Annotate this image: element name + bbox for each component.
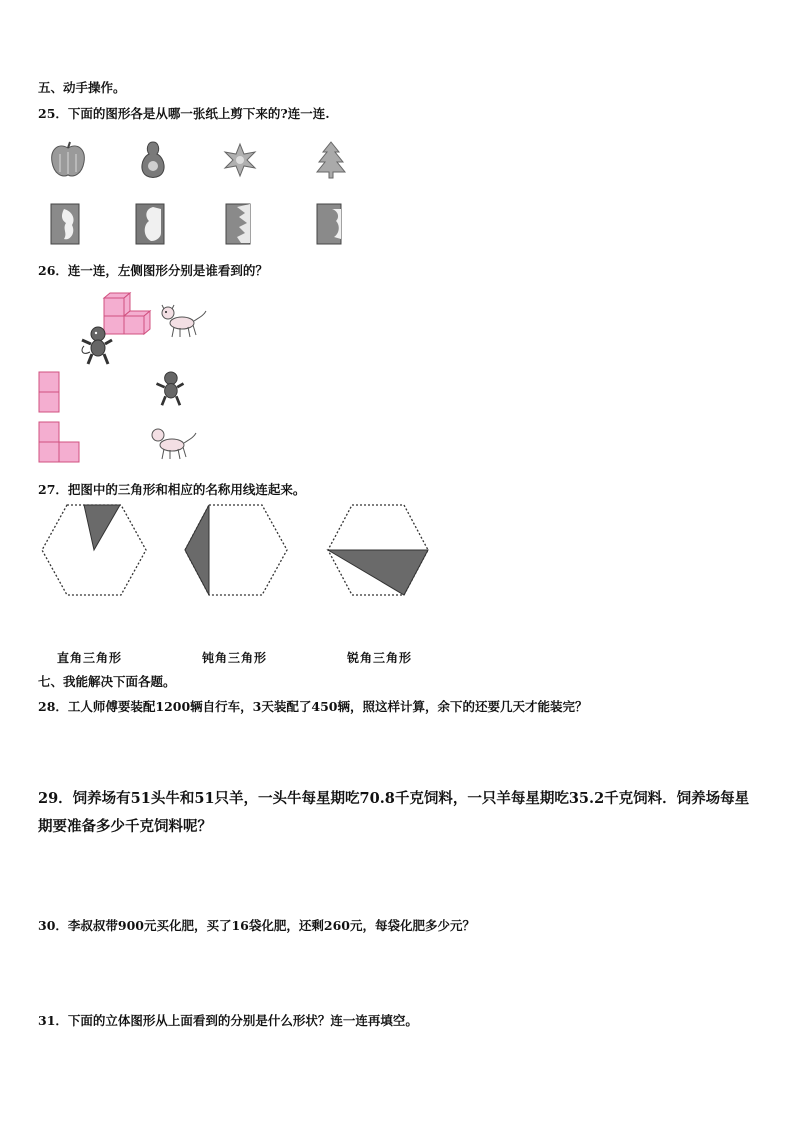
view-shape-two-squares [38,371,60,413]
section-7-heading: 七、我能解决下面各题。 [38,674,176,689]
gourd-cutout-shape [133,138,173,180]
question-25: 25．下面的图形各是从哪一张纸上剪下来的?连一连. [38,106,330,121]
label-obtuse-triangle: 钝角三角形 [202,651,268,665]
view-shape-l-squares [38,421,82,463]
monkey-option-icon [152,371,188,407]
tree-cutout-shape [313,140,349,180]
question-30: 30．李叔叔带900元买化肥，买了16袋化肥，还剩260元，每袋化肥多少元？ [38,918,475,933]
label-right-triangle: 直角三角形 [57,651,123,665]
dog-figure [160,303,208,339]
label-acute-triangle: 锐角三角形 [347,651,413,665]
hexagon-acute-triangle [326,503,430,597]
paper-sheet-b [135,203,165,245]
dog-option-icon [150,425,198,461]
hexagon-right-triangle [40,503,148,597]
question-26: 26．连一连，左侧图形分别是谁看到的？ [38,263,268,278]
apple-cutout-shape [48,140,88,180]
question-27: 27．把图中的三角形和相应的名称用线连起来。 [38,482,306,497]
question-28: 28．工人师傅要装配1200辆自行车，3天装配了450辆，照这样计算，余下的还要几天才能装完？ [38,699,588,714]
paper-sheet-a [50,203,80,245]
paper-sheet-d [316,203,342,245]
monkey-figure [78,326,116,366]
section-5-heading: 五、动手操作。 [38,80,126,95]
question-31: 31．下面的立体图形从上面看到的分别是什么形状？连一连再填空。 [38,1013,418,1028]
flower-cutout-shape [220,140,260,180]
hexagon-obtuse-triangle [183,503,289,597]
paper-sheet-c [225,203,251,245]
question-29: 29．饲养场有51头牛和51只羊，一头牛每星期吃70.8千克饲料，一只羊每星期吃35.2千克饲料．饲养场每星期要准备多少千克饲料呢？ [38,790,750,835]
